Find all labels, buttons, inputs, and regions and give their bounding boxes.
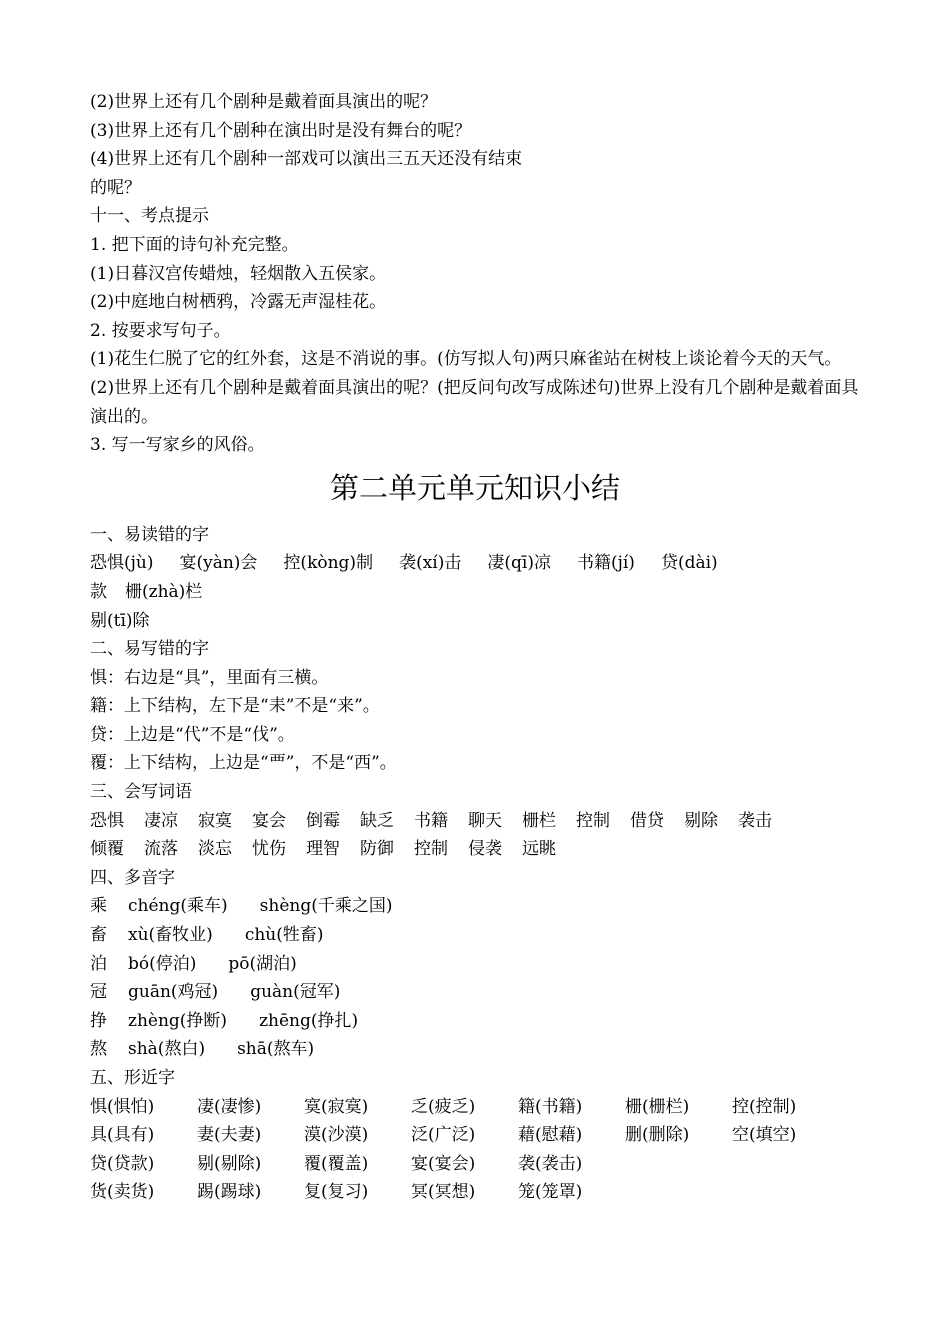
section-heading: 五、形近字 [90,1068,175,1088]
word-row [90,835,860,864]
polyphone-reading: pō(湖泊) [228,953,297,974]
similar-char-item: 袭(袭击) [518,1153,583,1174]
similar-char-item: 漠(沙漠) [304,1125,369,1146]
polyphone-row [90,1007,860,1036]
similar-char-item: 凄(凄惨) [197,1096,262,1117]
similar-char-row [90,1121,860,1150]
similar-char-item: 乏(疲乏) [411,1096,476,1117]
similar-char-item: 空(填空) [732,1125,797,1146]
word-item: 借贷 [630,810,664,831]
pinyin-item: 袭(xí)击 [399,553,462,574]
polyphone-char: 熬 [90,1039,107,1060]
word-item: 书籍 [414,810,448,831]
similar-char-item: 寞(寂寞) [304,1096,369,1117]
word-item: 理智 [306,839,340,860]
polyphone-char: 畜 [90,925,107,946]
text-line: (1)日暮汉宫传蜡烛，轻烟散入五侯家。 [90,263,387,284]
word-row [90,807,860,836]
polyphone-row [90,921,860,950]
text-line: (2)中庭地白树栖鸦，冷露无声湿桂花。 [90,292,387,313]
word-item: 倾覆 [90,839,124,860]
polyphone-reading: shèng(千乘之国) [259,896,393,917]
word-item: 侵袭 [468,839,502,860]
question-item: 2. 按要求写句子。 [90,320,231,341]
section-heading: 二、易写错的字 [90,639,209,660]
word-item: 流落 [144,839,178,860]
similar-char-item: 剔(剔除) [197,1153,262,1174]
similar-char-item: 栅(栅栏) [625,1096,690,1117]
similar-char-item: 宴(宴会) [411,1153,476,1174]
text-line: (4)世界上还有几个剧种一部戏可以演出三五天还没有结束 [90,149,523,170]
polyphone-reading: xù(畜牧业) [128,925,213,946]
polyphone-char: 挣 [90,1010,107,1031]
text-line: 惧：右边是“具”，里面有三横。 [90,667,329,688]
text-line: (3)世界上还有几个剧种在演出时是没有舞台的呢？ [90,120,472,141]
polyphone-char: 冠 [90,982,107,1003]
word-item: 防御 [360,839,394,860]
word-item: 远眺 [522,839,556,860]
similar-char-item: 复(复习) [304,1182,369,1203]
question-item: 1. 把下面的诗句补充完整。 [90,234,299,255]
word-item: 恐惧 [90,810,124,831]
similar-char-item: 踢(踢球) [197,1182,262,1203]
polyphone-reading: zhèng(挣断) [128,1010,228,1031]
similar-char-row [90,1178,860,1207]
similar-char-item: 具(具有) [90,1125,155,1146]
similar-char-item: 籍(书籍) [518,1096,583,1117]
pinyin-row [90,549,860,578]
polyphone-reading: shā(熬车) [237,1039,315,1060]
text-line: 的呢？ [90,177,141,198]
similar-char-item: 贷(贷款) [90,1153,155,1174]
text-line: 籍：上下结构，左下是“耒”不是“来”。 [90,696,380,717]
polyphone-reading: zhēng(挣扎) [259,1010,359,1031]
text-line: (2)世界上还有几个剧种是戴着面具演出的呢？ [90,92,438,112]
word-item: 袭击 [738,810,772,831]
similar-char-item: 覆(覆盖) [304,1153,369,1174]
word-item: 剔除 [684,810,718,831]
word-item: 倒霉 [306,810,340,831]
polyphone-reading: chéng(乘车) [128,896,228,917]
section-heading: 四、多音字 [90,867,175,888]
question-item: 3. 写一写家乡的风俗。 [90,435,265,456]
polyphone-reading: chù(牲畜) [244,925,324,946]
polyphone-char: 乘 [90,896,107,917]
similar-char-item: 冥(冥想) [411,1182,476,1203]
pinyin-item: 书籍(jí) [576,553,635,574]
similar-char-item: 控(控制) [732,1096,797,1117]
polyphone-reading: shà(熬白) [128,1039,206,1060]
pinyin-item: 栅(zhà)栏 [125,581,203,602]
pinyin-row [90,578,860,607]
polyphone-row [90,1035,860,1064]
polyphone-row [90,978,860,1007]
word-item: 寂寞 [198,810,232,831]
pinyin-item: 宴(yàn)会 [179,553,258,574]
section-heading: 三、会写词语 [90,782,192,803]
similar-char-item: 货(卖货) [90,1182,155,1203]
pinyin-item: 控(kòng)制 [283,553,374,574]
pinyin-item: 恐惧(jù) [90,553,154,574]
word-item: 凄凉 [144,810,178,831]
word-item: 控制 [414,839,448,860]
document-content [90,88,860,1207]
word-item: 忧伤 [252,839,286,860]
word-item: 淡忘 [198,839,232,860]
text-line: 贷：上边是“代”不是“伐”。 [90,724,295,745]
polyphone-reading: guān(鸡冠) [128,982,219,1003]
similar-char-item: 删(删除) [625,1125,690,1146]
section-heading: 十一、考点提示 [90,206,209,227]
text-line: 覆：上下结构，上边是“覀”，不是“西”。 [90,753,397,774]
text-paragraph: (2)世界上还有几个剧种是戴着面具演出的呢？(把反问句改写成陈述句)世界上没有几个剧种是戴着面具演出的。 [90,377,859,427]
polyphone-reading: guàn(冠军) [250,982,341,1003]
pinyin-item: 款 [90,581,107,602]
pinyin-item: 贷(dài) [660,553,718,574]
similar-char-row [90,1093,860,1122]
similar-char-item: 藉(慰藉) [518,1125,583,1146]
word-item: 控制 [576,810,610,831]
pinyin-item: 凄(qī)凉 [487,553,551,574]
polyphone-row [90,892,860,921]
similar-char-item: 惧(惧怕) [90,1096,155,1117]
similar-char-item: 妻(夫妻) [197,1125,262,1146]
polyphone-char: 泊 [90,953,107,974]
similar-char-item: 笼(笼罩) [518,1182,583,1203]
word-item: 栅栏 [522,810,556,831]
pinyin-item: 剔(tī)除 [90,610,150,631]
polyphone-reading: bó(停泊) [128,953,197,974]
polyphone-row [90,950,860,979]
word-item: 缺乏 [360,810,394,831]
similar-char-item: 泛(广泛) [411,1125,476,1146]
section-heading: 一、易读错的字 [90,524,209,545]
word-item: 宴会 [252,810,286,831]
word-item: 聊天 [468,810,502,831]
page-title: 第二单元单元知识小结 [329,470,620,505]
text-paragraph: (1)花生仁脱了它的红外套，这是不消说的事。(仿写拟人句)两只麻雀站在树枝上谈论着今天的天气。 [90,349,842,370]
similar-char-row [90,1150,860,1179]
